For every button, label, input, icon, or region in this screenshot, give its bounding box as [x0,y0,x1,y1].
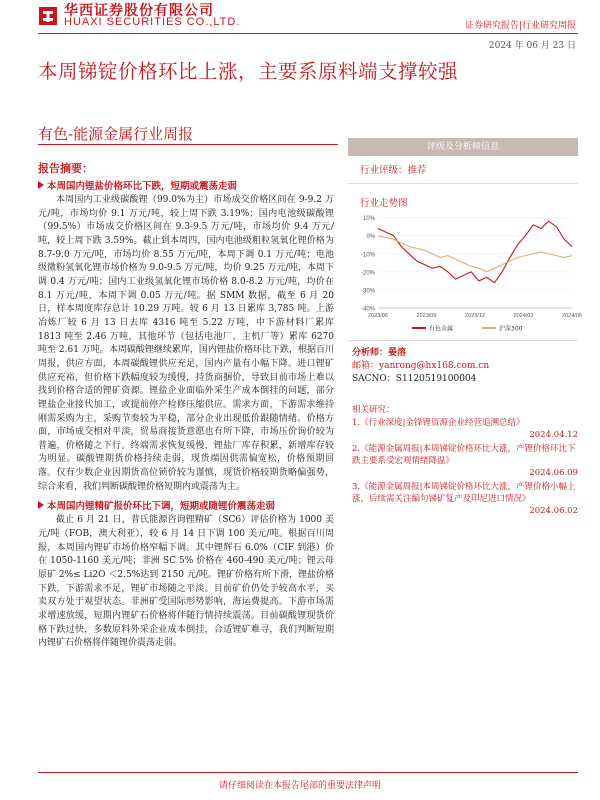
company-name-cn: 华西证券股份有限公司 [64,3,214,19]
email-row [352,360,489,373]
report-date: 2024 年 06 月 23 日 [488,41,576,51]
summary-label: 报告摘要： [38,162,93,175]
y-tick-label: -10% [360,252,375,259]
sidebar-divider [348,340,578,341]
report-title: 本周锑锭价格环比上涨，主要系原料端支撑较强 [38,60,459,83]
subtitle-divider [38,144,338,145]
section-heading-text: 本周国内锂精矿报价环比下调，短期或随锂价震荡走弱 [47,501,276,513]
x-tick-label: 2023/12 [465,313,485,319]
section-paragraph: 截止 6 月 21 日，普氏能源咨询锂精矿（SC6）评估价格为 1000 美元/吨（FOB，澳大利亚），较 6 月 14 日下调 100 美元/吨。根据百川周报，本周国内锂矿市场价格窄幅下调。其中锂辉石 6.0%（CIF 到港）价在 1050-1160 美元/吨；非洲 SC 5% 价格在 460-490 美元/吨；锂云母原矿 2%≤ Li2O ＜2.5%达到 2150 元/吨。锂矿价格有所下滑，锂盐价格下跌，下游需求不足，锂矿市场随之平淡。目前矿价仍处于较高水平，买卖双方处于观望状态。非洲矿受国际形势影响，海运费提高。下游市场需求增速放缓，短期内锂矿石价格将伴随行情持续震荡。目前碳酸锂现货价格下跌过快，多数原料外采企业成本倒挂，合适锂矿难寻，我们判断短期内锂矿石价格将伴随锂价震荡走弱。 [38,515,334,649]
x-tick-label: 2023/06 [368,313,388,319]
related-item[interactable]: 1.《行业深度|金锋锂资源企业经营追溯总结》 [352,418,525,428]
y-tick-label: -40% [360,306,375,313]
x-tick-label: 2024/03 [513,313,534,319]
related-research [352,404,578,519]
section-heading-text: 本周国内锂盐价格环比下跌，短期或震荡走弱 [47,181,238,192]
related-date: 2024.04.12 [529,430,578,440]
x-tick-label: 2023/09 [416,313,437,319]
analyst-email[interactable]: yanrong@hx168.com.cn [379,361,490,371]
related-date: 2024.06.02 [529,506,578,516]
related-date: 2024.06.09 [529,468,578,478]
triangle-bullet-icon [38,501,44,509]
x-tick-label: 2024/06 [562,313,582,319]
related-item[interactable]: 2.《能源金属周报|本周锑锭价格环比大涨，产锂价格环比下跌主要系受宏观情绪降温》 [352,444,576,466]
related-title: 相关研究： [352,405,395,415]
header [0,0,600,34]
analyst-label: 分析师： [352,348,389,358]
summary-column [38,160,334,651]
industry-rating: 行业评级：推荐 [360,165,427,176]
footer-divider [38,772,578,773]
section-paragraph: 本周国内工业级碳酸锂（99.0%为主）市场成交价格区间在 9-9.2 万元/吨，市场均价 9.1 万元/吨，较上周下跌 3.19%；国内电池级碳酸锂（99.5%）市场成交价格区间在 9.3-9.5 万元/吨，市场均价 9.4 万元/吨，较上周下跌 3.59%。截止到本周四，国内电池级粗粒氢氧化锂价格为 8.7-9.0 万元/吨，市场均价 8.55 万元/吨，本周下调 0.1 万元/吨；电池级微粉氢氧化锂市场价格为 9.0-9.5 万元/吨，均价 9.25 万元/吨，本周下调 0.4 万元/吨；国内工业级氢氧化锂市场价格 8.0-8.2 万元/吨，均价在 8.1 万元/吨，本周下调 0.05 万元/吨。据 SMM 数据，截至 6 月 20 日，样本周度库存总计 10.29 万吨。较 6 月 13 日累库 3,785 吨。上游冶炼厂较 6 月 13 日去库 4316 吨至 5.22 万吨，中下游材料厂累库 1813 吨至 2.46 万吨，其他环节（包括电池厂、主机厂等）累库 6270 吨至 2.61 万吨。本周碳酸锂继续累库，国内锂盐价格环比下跌，根据百川周报，供应方面，本周碳酸锂供应充足，国内产量有小幅下降。进口锂矿供应充裕，但价格下跌幅度较为缓慢，持货商捆价，导致目前市场上难以找到价格合适的锂矿资源。锂盐企业面临外采生产成本倒挂的问题，部分锂盐企业接代加工，或提前停产检修压缩供应。需求方面，下游需求维持刚需采购为主，采购节奏较为平稳，部分企业出现低价跟随情绪。价格方面，市场成交相对平淡，贸易商接货意愿也有所下降，市场压价询价较为普遍，价格随之下行。终端需求恢复缓慢，锂盐厂库存积累，新增库存较为明显。碳酸锂期货价格持续走弱，现货端因供需偏宽松，价格预期回落。仅有少数企业因期货高位锁价较为谨慎，现货价格较期货略偏强势，综合来看，我们判断碳酸锂价格短期内或震荡为主。 [38,195,334,492]
analyst-row [352,347,489,360]
legend-label: 沪深300 [499,325,523,333]
y-tick-label: -20% [360,270,375,277]
analyst-info [352,347,489,386]
section-heading [38,500,334,514]
company-name-en: HUAXI SECURITIES CO.,LTD. [64,16,241,28]
legend-label: 有色金属 [429,325,454,333]
industry-trend-chart [352,208,582,334]
section-heading [38,180,334,194]
y-tick-label: -30% [360,288,375,295]
triangle-bullet-icon [38,181,44,189]
company-logo-icon [38,4,58,28]
related-item[interactable]: 3.《能源金属周报|本周锑锭价格环比大涨，产锂价格小幅上涨，后续需关注编句锑矿复产及印尼进口情况》 [352,482,576,504]
report-subtitle: 有色-能源金属行业周报 [38,125,194,143]
analyst-sacno: SACNO：S1120519100004 [352,374,477,384]
rating-header-bar: 评级及分析师信息 [348,138,578,156]
y-tick-label: 0% [366,234,375,241]
report-type: 证券研究报告|行业研究周报 [464,21,576,31]
analyst-name: 晏溶 [388,348,407,358]
sidebar-divider [348,183,578,184]
header-divider [38,33,578,34]
trend-chart-title: 行业走势图 [360,198,408,209]
footer-disclaimer: 请仔细阅读在本报告尾部的重要法律声明 [218,781,381,791]
email-label: 邮箱： [352,361,380,371]
y-tick-label: 10% [362,216,375,223]
